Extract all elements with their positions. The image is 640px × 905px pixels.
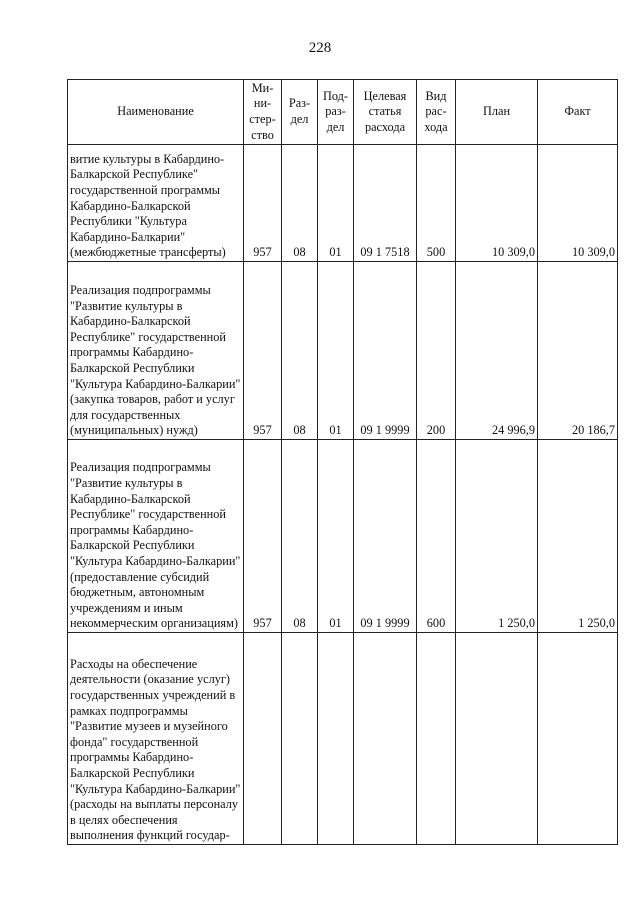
row-name: Реализация подпрограммы "Развитие культуры в Кабардино-Балкарской Республике" государственной программы Кабардино-Балкарской Республики "Культура Кабардино-Балкарии" (предоставление субсидий бюджетным, автономным учреждениям и иным некоммерческим организациям) — [68, 440, 244, 633]
row-subsection: 01 — [318, 145, 354, 262]
row-section — [282, 633, 318, 845]
table-row — [68, 633, 618, 845]
row-target-article: 09 1 9999 — [354, 262, 417, 440]
row-expense-kind: 500 — [417, 145, 456, 262]
page-number: 228 — [308, 40, 332, 56]
row-ministry: 957 — [244, 440, 282, 633]
row-section: 08 — [282, 262, 318, 440]
row-target-article: 09 1 7518 — [354, 145, 417, 262]
row-ministry: 957 — [244, 262, 282, 440]
row-fact: 1 250,0 — [538, 440, 618, 633]
row-plan — [456, 633, 538, 845]
row-target-article — [354, 633, 417, 845]
header-section: Раз- дел — [282, 80, 318, 145]
header-plan: План — [456, 80, 538, 145]
header-target-article: Целевая статья расхода — [354, 80, 417, 145]
row-plan: 24 996,9 — [456, 262, 538, 440]
row-plan: 10 309,0 — [456, 145, 538, 262]
row-target-article: 09 1 9999 — [354, 440, 417, 633]
row-subsection: 01 — [318, 440, 354, 633]
row-plan: 1 250,0 — [456, 440, 538, 633]
row-section: 08 — [282, 440, 318, 633]
row-fact: 10 309,0 — [538, 145, 618, 262]
row-name: витие культуры в Кабардино-Балкарской Республике" государственной программы Кабардино-Балкарской Республики "Культура Кабардино-Балкарии" (межбюджетные трансферты) — [68, 145, 244, 262]
budget-table — [67, 79, 618, 845]
row-fact — [538, 633, 618, 845]
row-fact: 20 186,7 — [538, 262, 618, 440]
row-name: Реализация подпрограммы "Развитие культуры в Кабардино-Балкарской Республике" государственной программы Кабардино-Балкарской Республики "Культура Кабардино-Балкарии" (закупка товаров, работ и услуг для государственных (муниципальных) нужд) — [68, 262, 244, 440]
table-row — [68, 145, 618, 262]
table-header-row — [68, 80, 618, 145]
header-name: Наименование — [68, 80, 244, 145]
row-ministry: 957 — [244, 145, 282, 262]
header-expense-kind: Вид рас- хода — [417, 80, 456, 145]
table-row — [68, 262, 618, 440]
row-ministry — [244, 633, 282, 845]
row-name: Расходы на обеспечение деятельности (оказание услуг) государственных учреждений в рамках подпрограммы "Развитие музеев и музейного фонда" государственной программы Кабардино-Балкарской Республики "Культура Кабардино-Балкарии" (расходы на выплаты персоналу в целях обеспечения выполнения функций государ- — [68, 633, 244, 845]
table-row — [68, 440, 618, 633]
row-subsection — [318, 633, 354, 845]
row-section: 08 — [282, 145, 318, 262]
header-subsection: Под- раз- дел — [318, 80, 354, 145]
row-subsection: 01 — [318, 262, 354, 440]
header-fact: Факт — [538, 80, 618, 145]
row-expense-kind — [417, 633, 456, 845]
header-ministry: Ми- ни- стер- ство — [244, 80, 282, 145]
row-expense-kind: 600 — [417, 440, 456, 633]
row-expense-kind: 200 — [417, 262, 456, 440]
